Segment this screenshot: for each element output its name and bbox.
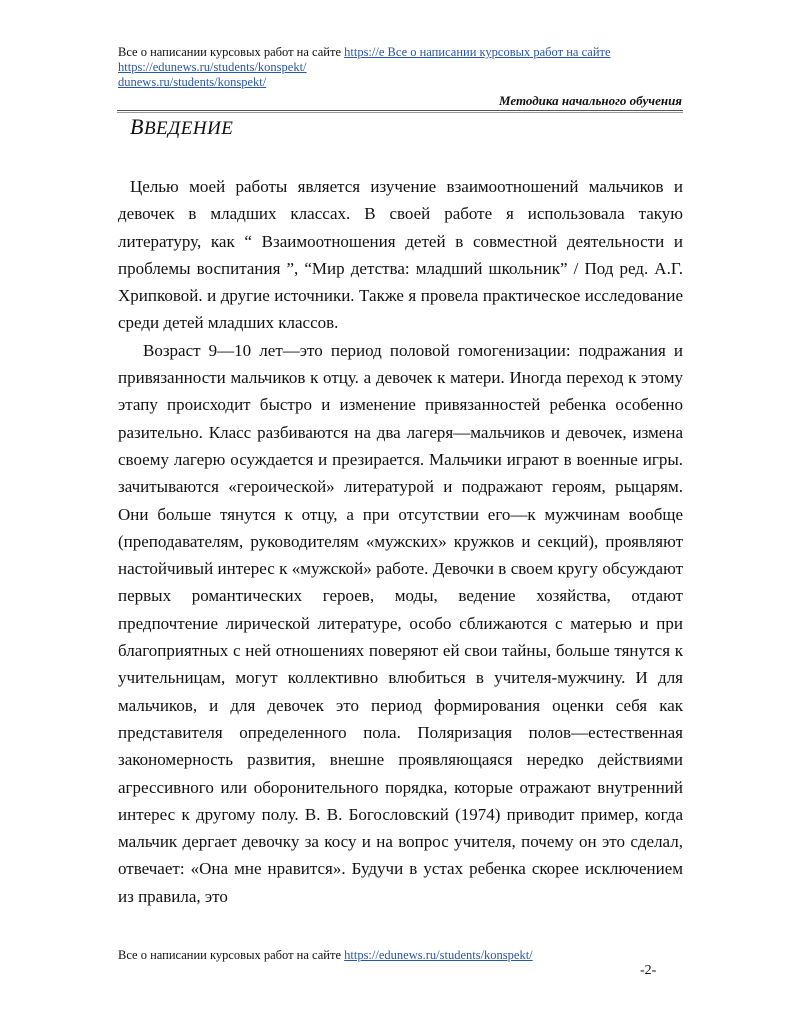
footer-link[interactable]: https://edunews.ru/students/konspekt/	[344, 948, 533, 962]
running-title: Методика начального обучения	[498, 93, 682, 108]
section-heading-rest: ВЕДЕНИЕ	[143, 118, 234, 139]
header-site-text: Все о написании курсовых работ на сайте	[118, 45, 345, 59]
header-url-fragment-link[interactable]: dunews.ru/students/konspekt/	[118, 75, 267, 89]
section-heading-initial: В	[130, 114, 144, 139]
page-header	[118, 45, 688, 90]
header-divider	[117, 110, 683, 113]
page-footer	[118, 948, 533, 963]
page-number: -2-	[640, 963, 657, 978]
header-line-1	[118, 45, 688, 60]
section-heading	[130, 114, 233, 140]
header-url-link[interactable]: https://edunews.ru/students/konspekt/	[118, 60, 307, 74]
paragraph-intro: Целью моей работы является изучение взаимоотношений мальчиков и девочек в младших классах. В своей работе я использовала такую литературу, как “ Взаимоотношения детей в совместной деятельности и проблемы воспитания ”, “Мир детства: младший школьник” / Под ред. А.Г. Хрипковой. и другие источники. Также я провела практическое исследование среди детей младших классов.	[118, 177, 683, 333]
footer-text: Все о написании курсовых работ на сайте	[118, 948, 345, 962]
header-line-3	[118, 75, 688, 90]
document-body	[118, 173, 683, 910]
paragraph-age-period: Возраст 9—10 лет—это период половой гомогенизации: подражания и привязанности мальчиков к отцу. а девочек к матери. Иногда переход к этому этапу происходит быстро и изменение привязанностей ребенка особенно разительно. Класс разбиваются на два лагеря—мальчиков и девочек, измена своему лагерю осуждается и презирается. Мальчики играют в военные игры. зачитываются «героической» литературой и подражают героям, рыцарям. Они больше тянутся к отцу, а при отсутствии его—к мужчинам вообще (преподавателям, руководителям «мужских» кружков и секций), проявляют настойчивый интерес к «мужской» работе. Девочки в своем кругу обсуждают первых романтических героев, моды, ведение хозяйства, отдают предпочтение лирической литературе, особо сближаются с матерью и при благоприятных с ней отношениях поверяют ей свои тайны, больше тянутся к учительницам, могут коллективно влюбиться в учителя-мужчину. И для мальчиков, и для девочек это период формирования оценки себя как представителя определенного пола. Поляризация полов—естественная закономерность развития, внешне проявляющаяся нередко действиями агрессивного или оборонительного порядка, которые отражают внутренний интерес к другому полу. В. В. Богословский (1974) приводит пример, когда мальчик дергает девочку за косу и на вопрос учителя, почему он это сделал, отвечает: «Она мне нравится». Будучи в устах ребенка скорее исключением из правила, это	[118, 340, 683, 906]
header-line-2	[118, 60, 688, 75]
header-site-link[interactable]: https://e Все о написании курсовых работ на сайте	[344, 45, 611, 59]
